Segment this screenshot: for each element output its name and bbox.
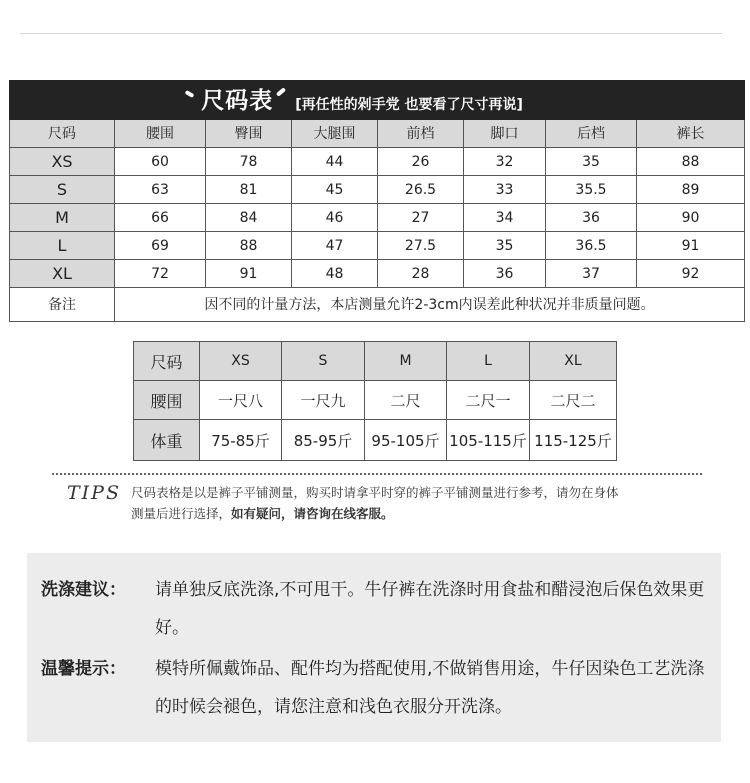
- size-chart-title-bar: [10, 81, 745, 120]
- size-cell: L: [10, 232, 115, 260]
- value-cell: 二尺二: [530, 381, 617, 420]
- value-cell: 72: [115, 260, 206, 288]
- top-divider: [20, 33, 722, 34]
- value-cell: 75-85斤: [200, 420, 282, 461]
- size-cell: M: [365, 342, 447, 381]
- row-label: 尺码: [134, 342, 200, 381]
- value-cell: 35: [464, 232, 546, 260]
- tips-text: [131, 482, 711, 524]
- value-cell: 28: [378, 260, 464, 288]
- table-row: [10, 204, 745, 232]
- value-cell: 26.5: [378, 176, 464, 204]
- value-cell: 91: [206, 260, 292, 288]
- value-cell: 36.5: [546, 232, 637, 260]
- value-cell: 90: [637, 204, 745, 232]
- header-cell: 腰围: [115, 120, 206, 148]
- value-cell: 46: [292, 204, 378, 232]
- value-cell: 35.5: [546, 176, 637, 204]
- value-cell: 105-115斤: [447, 420, 530, 461]
- value-cell: 二尺: [365, 381, 447, 420]
- tips-line-1: 尺码表格是以是裤子平铺测量，购买时请拿平时穿的裤子平铺测量进行参考，请勿在身体: [131, 485, 619, 500]
- tips-label: TIPS: [67, 482, 121, 504]
- warm-reminder-text: 模特所佩戴饰品、配件均为搭配使用,不做销售用途，牛仔因染色工艺洗涤的时候会褪色，请您注意和浅色衣服分开洗涤。: [155, 659, 705, 717]
- note-row: [10, 288, 745, 322]
- value-cell: 32: [464, 148, 546, 176]
- value-cell: 115-125斤: [530, 420, 617, 461]
- value-cell: 37: [546, 260, 637, 288]
- size-chart-table: [9, 80, 745, 322]
- header-cell: 臀围: [206, 120, 292, 148]
- value-cell: 27.5: [378, 232, 464, 260]
- value-cell: 95-105斤: [365, 420, 447, 461]
- size-cell: XL: [10, 260, 115, 288]
- value-cell: 88: [206, 232, 292, 260]
- value-cell: 一尺九: [282, 381, 365, 420]
- value-cell: 34: [464, 204, 546, 232]
- dotted-divider: [52, 473, 702, 475]
- size-cell: S: [282, 342, 365, 381]
- value-cell: 89: [637, 176, 745, 204]
- header-cell: 尺码: [10, 120, 115, 148]
- value-cell: 81: [206, 176, 292, 204]
- value-cell: 91: [637, 232, 745, 260]
- size-cell: M: [10, 204, 115, 232]
- value-cell: 60: [115, 148, 206, 176]
- care-instructions-box: [27, 553, 721, 742]
- table-row: [134, 342, 617, 381]
- size-chart-header-row: [10, 120, 745, 148]
- header-cell: 前档: [378, 120, 464, 148]
- row-label: 腰围: [134, 381, 200, 420]
- value-cell: 35: [546, 148, 637, 176]
- tips-line-2: [131, 503, 711, 524]
- value-cell: 92: [637, 260, 745, 288]
- table-row: [134, 420, 617, 461]
- tips-line-2-normal: 测量后进行选择，: [131, 506, 232, 521]
- table-row: [10, 232, 745, 260]
- table-row: [10, 148, 745, 176]
- value-cell: 78: [206, 148, 292, 176]
- value-cell: 45: [292, 176, 378, 204]
- table-row: [10, 176, 745, 204]
- table-row: [134, 381, 617, 420]
- wash-advice-text: 请单独反底洗涤,不可甩干。牛仔裤在洗涤时用食盐和醋浸泡后保色效果更好。: [155, 580, 705, 638]
- value-cell: 85-95斤: [282, 420, 365, 461]
- value-cell: 66: [115, 204, 206, 232]
- size-cell: XS: [200, 342, 282, 381]
- size-cell: XL: [530, 342, 617, 381]
- value-cell: 69: [115, 232, 206, 260]
- note-text: 因不同的计量方法，本店测量允许2-3cm内误差此种状况并非质量问题。: [115, 288, 745, 322]
- warm-reminder-label: 温馨提示：: [41, 659, 126, 679]
- value-cell: 63: [115, 176, 206, 204]
- size-cell: S: [10, 176, 115, 204]
- size-chart-title: 尺码表: [191, 90, 273, 113]
- value-cell: 88: [637, 148, 745, 176]
- value-cell: 44: [292, 148, 378, 176]
- weight-chart-table: [133, 341, 617, 461]
- header-cell: 后档: [546, 120, 637, 148]
- value-cell: 二尺一: [447, 381, 530, 420]
- value-cell: 26: [378, 148, 464, 176]
- value-cell: 33: [464, 176, 546, 204]
- size-chart-subtitle: [再任性的剁手党 也要看了尺寸再说]: [295, 97, 523, 113]
- value-cell: 84: [206, 204, 292, 232]
- size-cell: XS: [10, 148, 115, 176]
- header-cell: 大腿围: [292, 120, 378, 148]
- value-cell: 36: [464, 260, 546, 288]
- wash-advice-label: 洗涤建议：: [41, 580, 126, 600]
- size-cell: L: [447, 342, 530, 381]
- row-label: 体重: [134, 420, 200, 461]
- value-cell: 一尺八: [200, 381, 282, 420]
- header-cell: 裤长: [637, 120, 745, 148]
- value-cell: 27: [378, 204, 464, 232]
- note-label: 备注: [10, 288, 115, 322]
- table-row: [10, 260, 745, 288]
- value-cell: 48: [292, 260, 378, 288]
- tips-line-2-bold: 如有疑问，请咨询在线客服。: [231, 506, 394, 521]
- value-cell: 47: [292, 232, 378, 260]
- value-cell: 36: [546, 204, 637, 232]
- header-cell: 脚口: [464, 120, 546, 148]
